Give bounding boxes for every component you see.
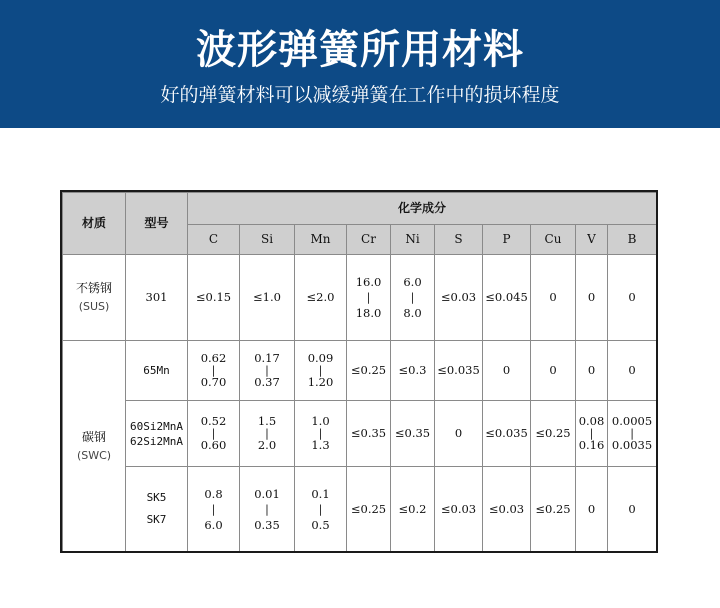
value-s: ≤0.03 (435, 467, 483, 552)
range-bar: | (265, 502, 269, 516)
range-bar: | (318, 363, 323, 377)
range-to: 0.16 (578, 437, 605, 452)
range-bar: | (211, 502, 216, 516)
header-element-c: C (188, 225, 240, 255)
range-from: 16.0 (355, 275, 382, 289)
value-cr: ≤0.35 (347, 401, 391, 467)
value-p: ≤0.035 (483, 401, 531, 467)
range-from: 0.8 (204, 486, 223, 501)
value-p: 0 (483, 341, 531, 401)
range-to: 0.5 (311, 517, 330, 532)
value-mn (295, 467, 347, 552)
header-element-cr: Cr (347, 225, 391, 255)
value-c (188, 401, 240, 467)
range-to: 0.70 (200, 374, 227, 389)
value-p: ≤0.045 (483, 255, 531, 341)
value-cu: 0 (531, 255, 576, 341)
page-subtitle: 好的弹簧材料可以减缓弹簧在工作中的损坏程度 (160, 84, 560, 106)
range-from: 6.0 (403, 275, 422, 289)
value-c (188, 341, 240, 401)
material-name: 碳钢 (81, 429, 106, 444)
header-element-v: V (576, 225, 608, 255)
range-bar: | (265, 363, 269, 377)
range-from: 0.08 (578, 413, 605, 428)
model-cell: 301 (126, 255, 188, 341)
range-to: 1.20 (307, 374, 334, 389)
range-bar: | (630, 426, 634, 440)
value-s: ≤0.035 (435, 341, 483, 401)
range-bar: | (410, 291, 415, 304)
material-name: 不锈钢 (75, 281, 112, 295)
range-from: 1.0 (311, 413, 330, 428)
value-ni: ≤0.35 (391, 401, 435, 467)
value-mn (295, 401, 347, 467)
range-from: 0.1 (311, 486, 330, 501)
value-b: 0 (608, 341, 657, 401)
range-from: 0.52 (200, 413, 227, 428)
range-bar: | (265, 426, 269, 440)
table-row (63, 467, 657, 552)
value-b (608, 401, 657, 467)
range-bar: | (589, 426, 594, 440)
range-to: 2.0 (257, 437, 277, 452)
value-p: ≤0.03 (483, 467, 531, 552)
table-row (63, 401, 657, 467)
value-v: 0 (576, 467, 608, 552)
range-from: 1.5 (257, 413, 277, 428)
range-to: 0.37 (254, 374, 280, 389)
material-stainless (63, 255, 126, 341)
value-si: ≤1.0 (240, 255, 295, 341)
value-ni: ≤0.2 (391, 467, 435, 552)
range-bar: | (211, 426, 216, 440)
value-cu: ≤0.25 (531, 401, 576, 467)
header-model: 型号 (126, 193, 188, 255)
value-si (240, 467, 295, 552)
model-line: SK7 (146, 513, 167, 526)
value-si (240, 341, 295, 401)
value-v (576, 401, 608, 467)
value-ni (391, 255, 435, 341)
value-cr: ≤0.25 (347, 467, 391, 552)
range-bar: | (318, 502, 323, 516)
header-composition: 化学成分 (188, 193, 657, 225)
value-ni: ≤0.3 (391, 341, 435, 401)
value-b: 0 (608, 255, 657, 341)
material-code: (SWC) (76, 448, 112, 462)
page-title: 波形弹簧所用材料 (196, 27, 524, 73)
range-bar: | (366, 291, 371, 304)
value-c (188, 467, 240, 552)
value-s: ≤0.03 (435, 255, 483, 341)
table-row (63, 341, 657, 401)
model-cell: 65Mn (126, 341, 188, 401)
range-from: 0.17 (254, 350, 280, 365)
range-bar: | (318, 426, 323, 440)
value-cu: 0 (531, 341, 576, 401)
header-element-si: Si (240, 225, 295, 255)
material-table (62, 192, 657, 552)
range-from: 0.01 (254, 486, 280, 501)
header-element-b: B (608, 225, 657, 255)
range-to: 18.0 (355, 306, 382, 320)
model-line: SK5 (146, 491, 167, 504)
range-from: 0.09 (307, 350, 334, 365)
value-s: 0 (435, 401, 483, 467)
range-from: 0.62 (200, 350, 227, 365)
model-cell (126, 401, 188, 467)
header-element-mn: Mn (295, 225, 347, 255)
table-row (63, 255, 657, 341)
value-cr: ≤0.25 (347, 341, 391, 401)
material-carbon (63, 341, 126, 552)
value-cu: ≤0.25 (531, 467, 576, 552)
range-from: 0.0005 (611, 413, 653, 428)
value-b: 0 (608, 467, 657, 552)
value-v: 0 (576, 255, 608, 341)
header-banner (0, 0, 720, 128)
range-to: 0.0035 (611, 437, 653, 452)
range-to: 0.35 (254, 517, 280, 532)
value-cr (347, 255, 391, 341)
header-element-ni: Ni (391, 225, 435, 255)
value-v: 0 (576, 341, 608, 401)
value-c: ≤0.15 (188, 255, 240, 341)
range-to: 1.3 (311, 437, 330, 452)
model-cell (126, 467, 188, 552)
range-to: 6.0 (204, 517, 223, 532)
header-element-p: P (483, 225, 531, 255)
model-line: 62Si2MnA (130, 434, 183, 448)
range-to: 8.0 (403, 306, 422, 320)
header-material: 材质 (63, 193, 126, 255)
value-mn (295, 341, 347, 401)
value-mn: ≤2.0 (295, 255, 347, 341)
material-table-frame (60, 190, 658, 553)
range-bar: | (211, 363, 216, 377)
value-si (240, 401, 295, 467)
model-line: 60Si2MnA (130, 419, 183, 433)
range-to: 0.60 (200, 437, 227, 452)
material-code: (SUS) (78, 300, 110, 313)
header-element-cu: Cu (531, 225, 576, 255)
header-element-s: S (435, 225, 483, 255)
